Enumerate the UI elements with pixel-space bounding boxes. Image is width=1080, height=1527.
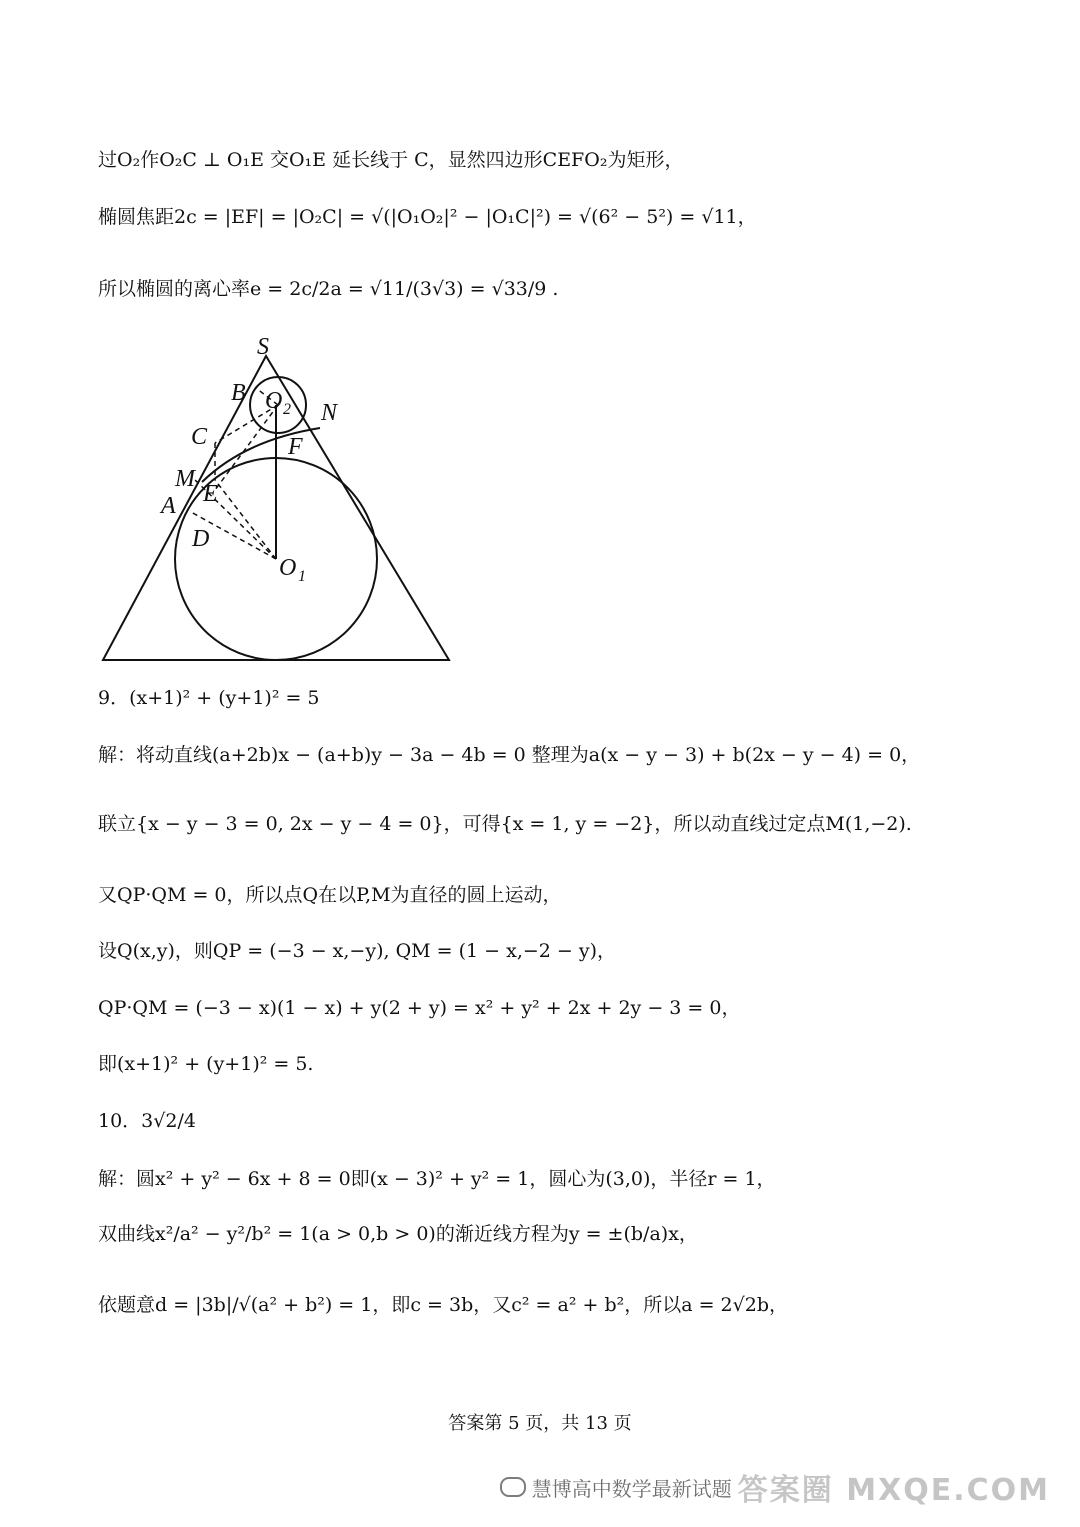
dashed-o1-e — [215, 480, 276, 559]
page-footer: 答案第 5 页，共 13 页 — [448, 1413, 632, 1434]
label-o1-sub: 1 — [298, 568, 306, 585]
text-line-9: QP·QM = (−3 − x)(1 − x) + y(2 + y) = x² + y² + 2x + 2y − 3 = 0， — [98, 997, 741, 1019]
watermark — [500, 1465, 1050, 1509]
watermark-text: 慧博高中数学最新试题 — [531, 1476, 732, 1501]
label-o2: O — [265, 388, 283, 414]
geometry-figure — [95, 330, 475, 670]
text-line-8: 设Q(x,y)，则QP = (−3 − x,−y), QM = (1 − x,−2 − y)， — [98, 940, 617, 962]
text-line-1: 过O₂作O₂C ⊥ O₁E 交O₁E 延长线于 C，显然四边形CEFO₂为矩形， — [98, 149, 684, 171]
label-m: M — [175, 466, 195, 492]
label-e: E — [203, 481, 218, 507]
wechat-icon — [500, 1477, 526, 1497]
text-line-14: 依题意d = |3b|/√(a² + b²) = 1，即c = 3b，又c² = a² + b²，所以a = 2√2b， — [98, 1294, 789, 1316]
label-c: C — [191, 424, 208, 450]
label-o1: O — [279, 555, 297, 581]
text-line-2: 椭圆焦距2c = |EF| = |O₂C| = √(|O₁O₂|² − |O₁C|²) = √(6² − 5²) = √11， — [98, 206, 757, 228]
text-line-6: 联立{x − y − 3 = 0, 2x − y − 4 = 0}，可得{x = 1, y = −2}，所以动直线过定点M(1,−2). — [98, 813, 912, 835]
label-f: F — [288, 434, 303, 460]
dashed-o2-e — [215, 405, 278, 490]
label-s: S — [257, 334, 269, 360]
text-line-5: 解：将动直线(a+2b)x − (a+b)y − 3a − 4b = 0 整理为a(x − y − 3) + b(2x − y − 4) = 0， — [98, 744, 921, 766]
watermark-logo: 答案圈 MXQE.COM — [737, 1473, 1050, 1508]
label-b: B — [231, 380, 246, 406]
text-line-13: 双曲线x²/a² − y²/b² = 1(a > 0,b > 0)的渐近线方程为y = ±(b/a)x， — [98, 1223, 698, 1245]
label-a: A — [161, 493, 176, 519]
text-line-12: 解：圆x² + y² − 6x + 8 = 0即(x − 3)² + y² = 1，圆心为(3,0)，半径r = 1， — [98, 1168, 776, 1190]
answer-10: 10．3√2/4 — [98, 1110, 196, 1132]
answer-9: 9．(x+1)² + (y+1)² = 5 — [98, 687, 320, 709]
label-d: D — [192, 526, 210, 552]
label-o2-sub: 2 — [283, 401, 291, 418]
label-n: N — [321, 400, 338, 426]
text-line-3: 所以椭圆的离心率e = 2c/2a = √11/(3√3) = √33/9 . — [98, 278, 559, 300]
text-line-7: 又QP·QM = 0，所以点Q在以P,M为直径的圆上运动， — [98, 884, 562, 906]
text-line-10: 即(x+1)² + (y+1)² = 5. — [98, 1053, 314, 1075]
